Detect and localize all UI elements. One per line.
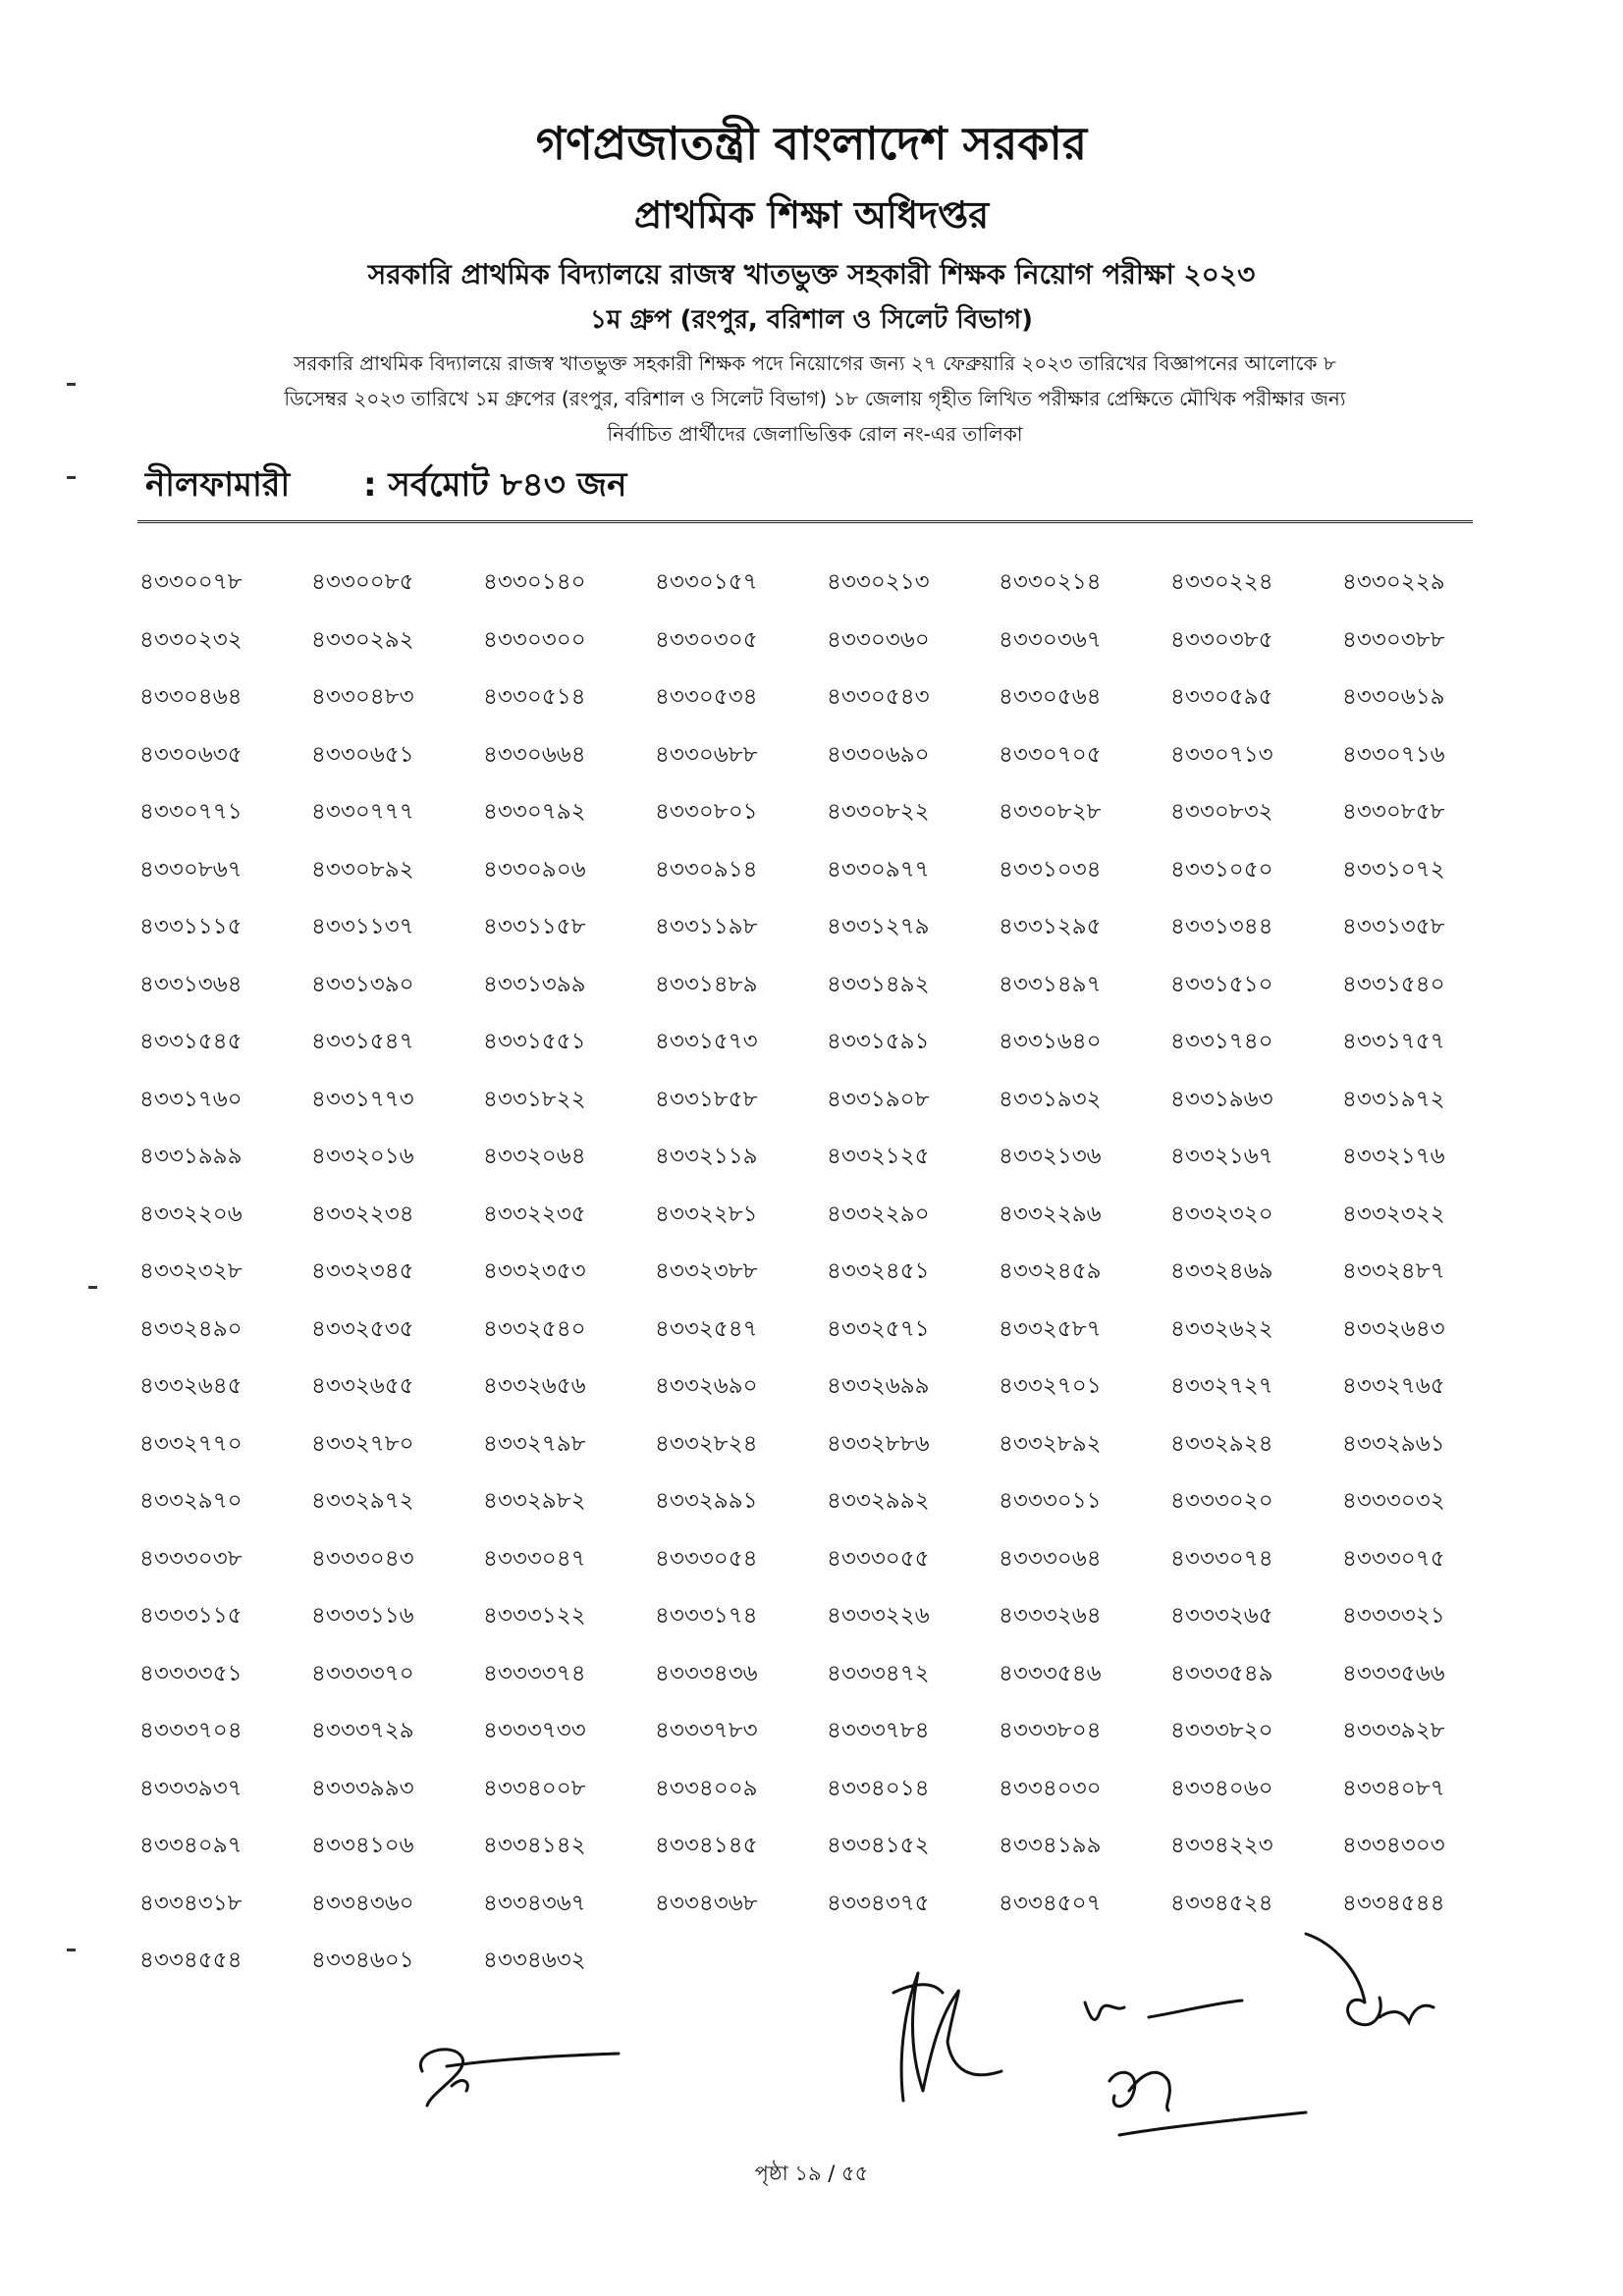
roll-number: ৪৩৩৪৩৬৭ (483, 1890, 586, 1916)
roll-number: ৪৩৩০৩০০ (483, 626, 586, 653)
roll-number: ৪৩৩২৯২৪ (1170, 1430, 1273, 1457)
roll-number: ৪৩৩৩২৬৫ (1170, 1603, 1273, 1629)
roll-number: ৪৩৩১৫৯১ (827, 1029, 930, 1054)
roll-number: ৪৩৩২৫৪৭ (655, 1315, 758, 1342)
signature-4 (1286, 1924, 1453, 2061)
roll-number: ৪৩৩৪০৬০ (1170, 1775, 1273, 1801)
header-divider (137, 520, 1473, 523)
roll-number: ৪৩৩১৪৮৯ (655, 971, 758, 997)
roll-number: ৪৩৩২৩২০ (1170, 1201, 1273, 1227)
roll-number: ৪৩৩০০৮৫ (311, 569, 414, 595)
roll-number: ৪৩৩১৫৪০ (1342, 971, 1445, 997)
roll-number: ৪৩৩৩৭০৪ (139, 1718, 243, 1743)
roll-number: ৪৩৩১১৩৭ (311, 914, 414, 939)
roll-number: ৪৩৩০৫৪৩ (827, 684, 930, 710)
scan-mark (67, 476, 76, 479)
scan-mark (67, 1949, 76, 1951)
roll-number: ৪৩৩২৪৫৯ (999, 1258, 1102, 1284)
roll-number: ৪৩৩২৯৭২ (311, 1488, 414, 1514)
roll-number: ৪৩৩২৭৯৮ (483, 1430, 586, 1457)
roll-number: ৪৩৩৩৮০৪ (999, 1718, 1102, 1743)
roll-number: ৪৩৩০৭০৫ (999, 741, 1102, 768)
roll-number: ৪৩৩২৩৪৫ (311, 1258, 414, 1284)
roll-number: ৪৩৩২৯৬১ (1342, 1430, 1445, 1457)
roll-number: ৪৩৩২৩৮৮ (655, 1258, 758, 1284)
roll-number: ৪৩৩২০৬৪ (483, 1144, 586, 1169)
roll-number: ৪৩৩২৭০১ (999, 1373, 1102, 1399)
roll-number: ৪৩৩৩৮২০ (1170, 1718, 1273, 1743)
roll-number: ৪৩৩৪০১৪ (827, 1775, 930, 1801)
roll-number: ৪৩৩০৩৮৫ (1170, 626, 1273, 653)
roll-number: ৪৩৩৪৩৭৫ (827, 1890, 930, 1916)
roll-number: ৪৩৩৩০৫৫ (827, 1545, 930, 1572)
roll-number: ৪৩৩০৫১৪ (483, 684, 586, 710)
roll-number: ৪৩৩৩০৫৪ (655, 1545, 758, 1572)
roll-number: ৪৩৩২৪৫১ (827, 1258, 930, 1284)
roll-number: ৪৩৩২৯৭০ (139, 1488, 243, 1514)
roll-number: ৪৩৩০৩৬০ (827, 626, 930, 653)
roll-number: ৪৩৩২২৯৬ (999, 1201, 1102, 1227)
roll-number: ৪৩৩১৫৫১ (483, 1029, 586, 1054)
roll-number: ৪৩৩২৮২৪ (655, 1430, 758, 1457)
roll-number: ৪৩৩০২৩২ (139, 626, 243, 653)
roll-number: ৪৩৩৪০০৯ (655, 1775, 758, 1801)
roll-number: ৪৩৩০৪৬৪ (139, 684, 243, 710)
roll-number: ৪৩৩১৪৯৭ (999, 971, 1102, 997)
roll-number: ৪৩৩২৫৩৫ (311, 1315, 414, 1342)
roll-number: ৪৩৩২৬৯০ (655, 1373, 758, 1399)
roll-number: ৪৩৩২৩৫৩ (483, 1258, 586, 1284)
roll-number: ৪৩৩১৪৯২ (827, 971, 930, 997)
roll-number: ৪৩৩১৮৫৮ (655, 1086, 758, 1112)
roll-number: ৪৩৩৩০৩২ (1342, 1488, 1445, 1514)
roll-number: ৪৩৩১৩৯৯ (483, 971, 586, 997)
roll-number: ৪৩৩০১৪০ (483, 569, 586, 595)
roll-number: ৪৩৩০৬১৯ (1342, 684, 1445, 710)
roll-number: ৪৩৩০৯৭৭ (827, 856, 930, 882)
roll-number: ৪৩৩২৬৪৩ (1342, 1315, 1445, 1342)
roll-number: ৪৩৩০২১৪ (999, 569, 1102, 595)
roll-number: ৪৩৩৪১০৬ (311, 1833, 414, 1858)
roll-number: ৪৩৩৩৯৩৭ (139, 1775, 243, 1801)
roll-number: ৪৩৩৪০৮৭ (1342, 1775, 1445, 1801)
roll-number: ৪৩৩১২৯৫ (999, 914, 1102, 939)
roll-number: ৪৩৩০৬৬৪ (483, 741, 586, 768)
roll-number: ৪৩৩১৮২২ (483, 1086, 586, 1112)
roll-number: ৪৩৩৩৭৮৪ (827, 1718, 930, 1743)
roll-number: ৪৩৩৩০৩৮ (139, 1545, 243, 1572)
roll-number: ৪৩৩৩৫৬৬ (1342, 1660, 1445, 1686)
roll-number: ৪৩৩০৬৩৫ (139, 741, 243, 768)
roll-number: ৪৩৩২২৩৫ (483, 1201, 586, 1227)
roll-number: ৪৩৩১৫৪৭ (311, 1029, 414, 1054)
roll-number: ৪৩৩১৫৪৫ (139, 1029, 243, 1054)
roll-number: ৪৩৩২২৯০ (827, 1201, 930, 1227)
roll-number: ৪৩৩০৬৫১ (311, 741, 414, 768)
roll-number: ৪৩৩২৪৮৭ (1342, 1258, 1445, 1284)
roll-number: ৪৩৩৩০৭৫ (1342, 1545, 1445, 1572)
roll-number: ৪৩৩২৬৯৯ (827, 1373, 930, 1399)
roll-number: ৪৩৩১০৩৪ (999, 856, 1102, 882)
roll-number: ৪৩৩৩৩৭৪ (483, 1660, 586, 1686)
roll-number: ৪৩৩৪৫৫৪ (139, 1948, 243, 1973)
roll-number: ৪৩৩৩০২০ (1170, 1488, 1273, 1514)
roll-number: ৪৩৩১৩৯০ (311, 971, 414, 997)
roll-number: ৪৩৩৪৬৩২ (483, 1948, 586, 1973)
roll-number: ৪৩৩২২০৬ (139, 1201, 243, 1227)
roll-number: ৪৩৩২১১৯ (655, 1144, 758, 1169)
roll-number: ৪৩৩২৬৫৬ (483, 1373, 586, 1399)
district-name: নীলফামারী (145, 465, 291, 505)
roll-number: ৪৩৩০২২৪ (1170, 569, 1273, 595)
roll-number: ৪৩৩২১৭৬ (1342, 1144, 1445, 1169)
roll-number: ৪৩৩০২৯২ (311, 626, 414, 653)
notice-line-3: নির্বাচিত প্রার্থীদের জেলাভিত্তিক রোল নং-এর তালিকা (607, 422, 1023, 446)
roll-number: ৪৩৩৪৩১৮ (139, 1890, 243, 1916)
roll-number: ৪৩৩৩১৭৪ (655, 1603, 758, 1629)
roll-number: ৪৩৩১৩৬৪ (139, 971, 243, 997)
roll-number: ৪৩৩২৯৯২ (827, 1488, 930, 1514)
roll-number: ৪৩৩০২১৩ (827, 569, 930, 595)
roll-number: ৪৩৩০৮৯২ (311, 856, 414, 882)
roll-number: ৪৩৩১৫৭৩ (655, 1029, 758, 1054)
roll-number: ৪৩৩৩২৬৪ (999, 1603, 1102, 1629)
roll-number: ৪৩৩৩৭২৯ (311, 1718, 414, 1743)
roll-number: ৪৩৩২৬২২ (1170, 1315, 1273, 1342)
roll-number: ৪৩৩১৯৭২ (1342, 1086, 1445, 1112)
roll-number: ৪৩৩১৭৪০ (1170, 1029, 1273, 1054)
scan-mark (67, 383, 76, 386)
roll-number: ৪৩৩০৬৯০ (827, 741, 930, 768)
exam-title: সরকারি প্রাথমিক বিদ্যালয়ে রাজস্ব খাতভুক্ত সহকারী শিক্ষক নিয়োগ পরীক্ষা ২০২৩ (367, 258, 1256, 291)
roll-number: ৪৩৩১১১৫ (139, 914, 243, 939)
roll-number: ৪৩৩৩১১৬ (311, 1603, 414, 1629)
page-number: পৃষ্ঠা ১৯ / ৫৫ (754, 2162, 869, 2185)
roll-number: ৪৩৩৩০৪৭ (483, 1545, 586, 1572)
roll-number: ৪৩৩২৭৭০ (139, 1430, 243, 1457)
roll-number: ৪৩৩২৫৪০ (483, 1315, 586, 1342)
roll-number: ৪৩৩৩০৭৪ (1170, 1545, 1273, 1572)
roll-number: ৪৩৩২৫৭১ (827, 1315, 930, 1342)
roll-number: ৪৩৩০২২৯ (1342, 569, 1445, 595)
roll-number: ৪৩৩০৮২৮ (999, 799, 1102, 825)
roll-number: ৪৩৩০৭৯২ (483, 799, 586, 825)
roll-number: ৪৩৩৪১৪৫ (655, 1833, 758, 1858)
roll-number: ৪৩৩০০৭৮ (139, 569, 243, 595)
roll-number: ৪৩৩৩৩৫১ (139, 1660, 243, 1686)
roll-number: ৪৩৩৩৭৮৩ (655, 1718, 758, 1743)
roll-number: ৪৩৩০৮০১ (655, 799, 758, 825)
roll-number: ৪৩৩০৩৬৭ (999, 626, 1102, 653)
roll-number: ৪৩৩৪২২৩ (1170, 1833, 1273, 1858)
roll-number: ৪৩৩৪১৯৯ (999, 1833, 1102, 1858)
roll-number: ৪৩৩২৩২৮ (139, 1258, 243, 1284)
signature-2 (864, 1953, 1100, 2110)
roll-number: ৪৩৩৪০০৮ (483, 1775, 586, 1801)
roll-number: ৪৩৩২৭২৭ (1170, 1373, 1273, 1399)
directorate-title: প্রাথমিক শিক্ষা অধিদপ্তর (633, 193, 990, 237)
roll-number: ৪৩৩৩৩৭০ (311, 1660, 414, 1686)
roll-number: ৪৩৩৩৩২১ (1342, 1603, 1445, 1629)
roll-number: ৪৩৩৪৫৪৪ (1342, 1890, 1445, 1916)
roll-number: ৪৩৩৪০৩০ (999, 1775, 1102, 1801)
roll-number: ৪৩৩০১৫৭ (655, 569, 758, 595)
roll-number: ৪৩৩১৫১০ (1170, 971, 1273, 997)
roll-number: ৪৩৩০৭১৬ (1342, 741, 1445, 768)
roll-number: ৪৩৩১১৯৮ (655, 914, 758, 939)
district-total: : সর্বমোট ৮৪৩ জন (363, 465, 627, 505)
roll-number-grid (139, 567, 1514, 2003)
roll-number: ৪৩৩৩০৪৩ (311, 1545, 414, 1572)
roll-number: ৪৩৩৩৭৩৩ (483, 1718, 586, 1743)
roll-number: ৪৩৩৩৪৩৬ (655, 1660, 758, 1686)
roll-number: ৪৩৩০৪৮৩ (311, 684, 414, 710)
roll-number: ৪৩৩০৯০৬ (483, 856, 586, 882)
roll-number: ৪৩৩৩০৬৪ (999, 1545, 1102, 1572)
roll-number: ৪৩৩৩২২৬ (827, 1603, 930, 1629)
roll-number: ৪৩৩৩৯২৮ (1342, 1718, 1445, 1743)
roll-number: ৪৩৩৩৪৭২ (827, 1660, 930, 1686)
roll-number: ৪৩৩০৫৬৪ (999, 684, 1102, 710)
roll-number: ৪৩৩১৯৯৯ (139, 1144, 243, 1169)
roll-number: ৪৩৩৩১১৫ (139, 1603, 243, 1629)
roll-number: ৪৩৩১৭৭৩ (311, 1086, 414, 1112)
roll-number: ৪৩৩৪১৫২ (827, 1833, 930, 1858)
roll-number: ৪৩৩২৬৫৫ (311, 1373, 414, 1399)
roll-number: ৪৩৩১৭৫৭ (1342, 1029, 1445, 1054)
government-title: গণপ্রজাতন্ত্রী বাংলাদেশ সরকার (535, 117, 1088, 170)
roll-number: ৪৩৩২৯৮২ (483, 1488, 586, 1514)
roll-number: ৪৩৩২৫৮৭ (999, 1315, 1102, 1342)
roll-number: ৪৩৩১১৫৮ (483, 914, 586, 939)
roll-number: ৪৩৩০৮৫৮ (1342, 799, 1445, 825)
roll-number: ৪৩৩২৩২২ (1342, 1201, 1445, 1227)
roll-number: ৪৩৩০৯১৪ (655, 856, 758, 882)
roll-number: ৪৩৩২১৩৬ (999, 1144, 1102, 1169)
roll-number: ৪৩৩৪০৯৭ (139, 1833, 243, 1858)
roll-number: ৪৩৩২৯৯১ (655, 1488, 758, 1514)
roll-number: ৪৩৩৪৩৬০ (311, 1890, 414, 1916)
roll-number: ৪৩৩০৭১৩ (1170, 741, 1273, 768)
group-line: ১ম গ্রুপ (রংপুর, বরিশাল ও সিলেট বিভাগ) (590, 305, 1033, 335)
roll-number: ৪৩৩২০১৬ (311, 1144, 414, 1169)
roll-number: ৪৩৩০৮৩২ (1170, 799, 1273, 825)
roll-number: ৪৩৩১৯৩২ (999, 1086, 1102, 1112)
roll-number: ৪৩৩৩১২২ (483, 1603, 586, 1629)
roll-number: ৪৩৩২১৬৭ (1170, 1144, 1273, 1169)
roll-number: ৪৩৩১৯০৮ (827, 1086, 930, 1112)
roll-number: ৪৩৩১০৭২ (1342, 856, 1445, 882)
roll-number: ৪৩৩০৭৭৭ (311, 799, 414, 825)
roll-number: ৪৩৩২১২৫ (827, 1144, 930, 1169)
roll-number: ৪৩৩০৬৮৮ (655, 741, 758, 768)
roll-number: ৪৩৩৩৫৪৬ (999, 1660, 1102, 1686)
roll-number: ৪৩৩২৬৪৫ (139, 1373, 243, 1399)
roll-number: ৪৩৩২৪৯০ (139, 1315, 243, 1342)
roll-number: ৪৩৩৩০১১ (999, 1488, 1102, 1514)
roll-number: ৪৩৩০৮২২ (827, 799, 930, 825)
notice-line-2: ডিসেম্বর ২০২৩ তারিখে ১ম গ্রুপের (রংপুর, বরিশাল ও সিলেট বিভাগ) ১৮ জেলায় গৃহীত লিখিত পরীক্ষার প্রেক্ষিতে মৌখিক পরীক্ষার জন্য (284, 387, 1346, 410)
signature-1 (393, 2012, 638, 2120)
roll-number: ৪৩৩১৭৬০ (139, 1086, 243, 1112)
roll-number: ৪৩৩৪৬০১ (311, 1948, 414, 1973)
roll-number: ৪৩৩০৮৬৭ (139, 856, 243, 882)
roll-number: ৪৩৩৩৯৯৩ (311, 1775, 414, 1801)
roll-number: ৪৩৩২২৮১ (655, 1201, 758, 1227)
scan-mark (88, 1286, 97, 1289)
roll-number: ৪৩৩২৮৮৬ (827, 1430, 930, 1457)
roll-number: ৪৩৩১৩৪৪ (1170, 914, 1273, 939)
roll-number: ৪৩৩৪১৪২ (483, 1833, 586, 1858)
notice-line-1: সরকারি প্রাথমিক বিদ্যালয়ে রাজস্ব খাতভুক্ত সহকারী শিক্ষক পদে নিয়োগের জন্য ২৭ ফেব্রুয়ারি ২০২৩ তারিখের বিজ্ঞাপনের আলোকে ৮ (294, 351, 1336, 375)
roll-number: ৪৩৩২৭৬৫ (1342, 1373, 1445, 1399)
roll-number: ৪৩৩০৫৩৪ (655, 684, 758, 710)
roll-number: ৪৩৩৪৫২৪ (1170, 1890, 1273, 1916)
roll-number: ৪৩৩২২৩৪ (311, 1201, 414, 1227)
roll-number: ৪৩৩০৫৯৫ (1170, 684, 1273, 710)
roll-number: ৪৩৩৪৫০৭ (999, 1890, 1102, 1916)
roll-number: ৪৩৩৪৩৬৮ (655, 1890, 758, 1916)
notice-paragraph (167, 346, 1463, 452)
roll-number: ৪৩৩১০৫০ (1170, 856, 1273, 882)
roll-number: ৪৩৩০৩৮৮ (1342, 626, 1445, 653)
roll-number: ৪৩৩১৯৬৩ (1170, 1086, 1273, 1112)
roll-number: ৪৩৩২৪৬৯ (1170, 1258, 1273, 1284)
roll-number: ৪৩৩০৭৭১ (139, 799, 243, 825)
roll-number: ৪৩৩৪৩০৩ (1342, 1833, 1445, 1858)
roll-number: ৪৩৩১৩৫৮ (1342, 914, 1445, 939)
roll-number: ৪৩৩৩৫৪৯ (1170, 1660, 1273, 1686)
roll-number: ৪৩৩০৩০৫ (655, 626, 758, 653)
roll-number: ৪৩৩২৭৮০ (311, 1430, 414, 1457)
roll-number: ৪৩৩১২৭৯ (827, 914, 930, 939)
roll-number: ৪৩৩১৬৪০ (999, 1029, 1102, 1054)
roll-number: ৪৩৩২৮৯২ (999, 1430, 1102, 1457)
